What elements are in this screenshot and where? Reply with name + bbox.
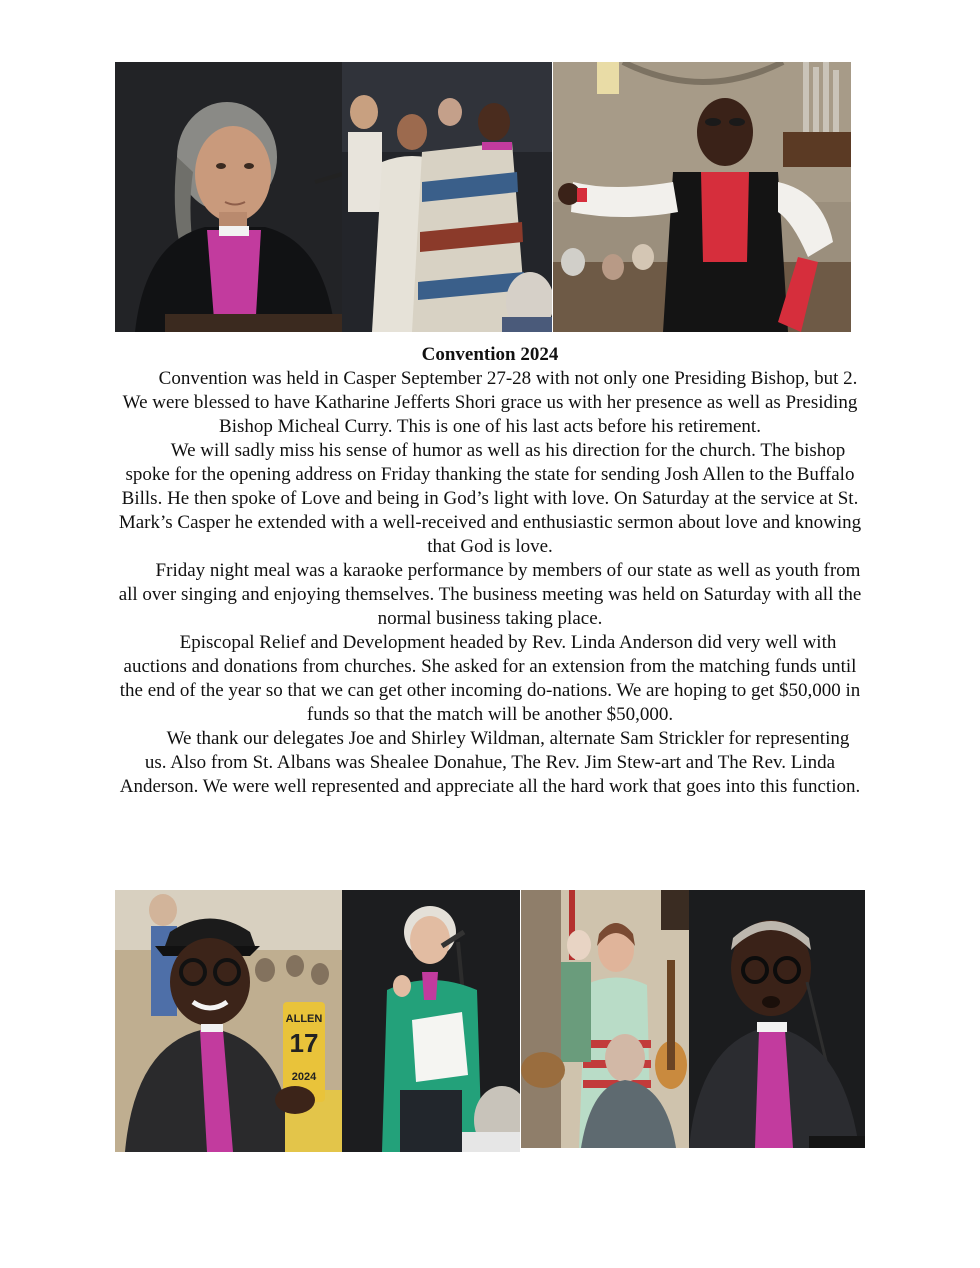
paragraph-4 [118, 631, 862, 727]
photo-auction-table [521, 890, 689, 1148]
paragraph-1-text: Convention was held in Casper September 27-28 with not only one Presiding Bishop, but 2. We were blessed to have Katharine Jefferts Shori grace us with her presence as well as Presiding Bishop Micheal Curry. This is one of his last acts before his retirement. [122, 368, 858, 437]
article-title: Convention 2024 [421, 344, 559, 365]
paragraph-3 [118, 559, 862, 631]
paragraph-2 [118, 439, 862, 559]
article [118, 343, 862, 799]
photo-bishop-at-microphone [689, 890, 865, 1148]
cup-text-top: ALLEN [285, 1013, 323, 1025]
cup-text-bottom: 2024 [291, 1071, 317, 1083]
photo-woman-bishop-podium [115, 62, 342, 332]
paragraph-3-text: Friday night meal was a karaoke performance by members of our state as well as youth from all over singing and enjoying themselves. The business meeting was held on Saturday with all the normal business taking place. [118, 560, 862, 629]
photo-bishop-with-cup [115, 890, 342, 1152]
paragraph-5 [118, 727, 862, 799]
paragraph-4-text: Episcopal Relief and Development headed by Rev. Linda Anderson did very well with auctions and donations from churches. She asked for an extension from the matching funds until the end of the year so that we can get other incoming do-nations. We are hoping to get $50,000 in funds so that the match will be another $50,000. [119, 632, 861, 725]
photo-woman-singing-green [342, 890, 520, 1152]
photo-blanket-presentation [342, 62, 552, 332]
cup-text-number: 17 [289, 1028, 319, 1058]
photo-bishop-preaching-cathedral [553, 62, 851, 332]
paragraph-2-text: We will sadly miss his sense of humor as well as his direction for the church. The bishop spoke for the opening address on Friday thanking the state for sending Josh Allen to the Buffalo Bills. He then spoke of Love and being in God’s light with love. On Saturday at the service at St. Mark’s Casper he extended with a well-received and enthusiastic sermon about love and knowing that God is love. [118, 440, 862, 557]
paragraph-1 [118, 367, 862, 439]
paragraph-5-text: We thank our delegates Joe and Shirley Wildman, alternate Sam Strickler for representing us. Also from St. Albans was Shealee Donahue, The Rev. Jim Stew-art and The Rev. Linda Anderson. We were well represented and appreciate all the hard work that goes into this function. [119, 728, 861, 797]
